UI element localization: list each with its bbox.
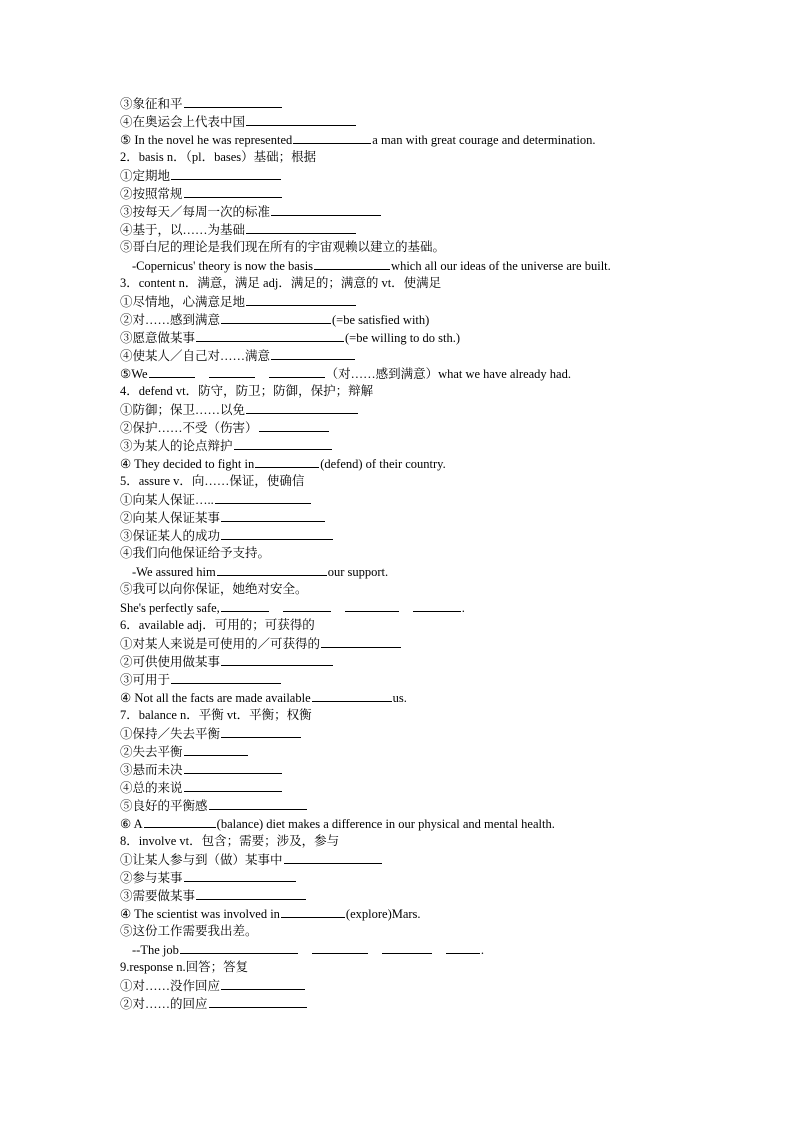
exercise-line: ②保护……不受（伤害） — [120, 418, 680, 436]
answer-blank[interactable] — [382, 940, 432, 954]
exercise-line: ②可供使用做某事 — [120, 652, 680, 670]
exercise-line: ①定期地 — [120, 166, 680, 184]
answer-blank[interactable] — [149, 364, 195, 378]
answer-blank[interactable] — [221, 508, 325, 522]
section-heading: 5．assure v．向……保证，使确信 — [120, 474, 305, 488]
answer-blank[interactable] — [234, 436, 332, 450]
exercise-line: ③为某人的论点辩护 — [120, 436, 680, 454]
answer-blank[interactable] — [221, 724, 301, 738]
exercise-line: ⑤ In the novel he was represented a man with great courage and determination. — [120, 130, 680, 148]
answer-blank[interactable] — [209, 364, 255, 378]
exercise-line: ④总的来说 — [120, 778, 680, 796]
exercise-line: ①向某人保证….. — [120, 490, 680, 508]
answer-blank[interactable] — [281, 904, 345, 918]
answer-blank[interactable] — [271, 202, 381, 216]
answer-blank[interactable] — [209, 796, 307, 810]
answer-blank[interactable] — [293, 130, 371, 144]
exercise-line: ①尽情地，心满意足地 — [120, 292, 680, 310]
answer-blank[interactable] — [184, 742, 248, 756]
exercise-line: ⑤良好的平衡感 — [120, 796, 680, 814]
answer-blank[interactable] — [246, 112, 356, 126]
exercise-line: ④ Not all the facts are made available us. — [120, 688, 680, 706]
answer-blank[interactable] — [221, 526, 333, 540]
exercise-line: ②向某人保证某事 — [120, 508, 680, 526]
section-heading: 3．content n．满意，满足 adj．满足的；满意的 vt．使满足 — [120, 276, 442, 290]
section-heading: 4．defend vt．防守，防卫；防御，保护；辩解 — [120, 384, 374, 398]
exercise-line: ⑤这份工作需要我出差。 — [120, 924, 258, 938]
answer-blank[interactable] — [413, 598, 461, 612]
exercise-line: ②按照常规 — [120, 184, 680, 202]
section-heading: 9.response n.回答；答复 — [120, 960, 249, 974]
answer-blank[interactable] — [321, 634, 401, 648]
answer-blank[interactable] — [217, 562, 327, 576]
exercise-line: ⑤我可以向你保证，她绝对安全。 — [120, 582, 308, 596]
exercise-line: ④在奥运会上代表中国 — [120, 112, 680, 130]
exercise-line: ③需要做某事 — [120, 886, 680, 904]
exercise-line: ④我们向他保证给予支持。 — [120, 546, 271, 560]
answer-blank[interactable] — [246, 292, 356, 306]
exercise-line: ④使某人／自己对……满意 — [120, 346, 680, 364]
worksheet-content — [120, 94, 680, 1012]
answer-blank[interactable] — [184, 184, 282, 198]
exercise-line: ③悬而未决 — [120, 760, 680, 778]
answer-blank[interactable] — [196, 886, 306, 900]
section-heading: 8．involve vt．包含；需要；涉及，参与 — [120, 834, 340, 848]
answer-blank[interactable] — [271, 346, 355, 360]
answer-blank[interactable] — [345, 598, 399, 612]
exercise-line: ②参与某事 — [120, 868, 680, 886]
exercise-line: ③愿意做某事 (=be willing to do sth.) — [120, 328, 680, 346]
exercise-line: ④ The scientist was involved in (explore)Mars. — [120, 904, 680, 922]
exercise-line: ⑥ A (balance) diet makes a difference in our physical and mental health. — [120, 814, 680, 832]
answer-blank[interactable] — [446, 940, 480, 954]
answer-blank[interactable] — [184, 778, 282, 792]
answer-blank[interactable] — [180, 940, 298, 954]
answer-blank[interactable] — [269, 364, 325, 378]
exercise-line: --The job . — [120, 940, 680, 958]
answer-blank[interactable] — [171, 166, 281, 180]
answer-blank[interactable] — [171, 670, 281, 684]
answer-blank[interactable] — [221, 310, 331, 324]
exercise-line: ①对某人来说是可使用的／可获得的 — [120, 634, 680, 652]
exercise-line: ②对……感到满意 (=be satisfied with) — [120, 310, 680, 328]
answer-blank[interactable] — [246, 220, 356, 234]
exercise-line: ③按每天／每周一次的标准 — [120, 202, 680, 220]
answer-blank[interactable] — [314, 256, 390, 270]
exercise-line: ②对……的回应 — [120, 994, 680, 1012]
exercise-line: ⑤哥白尼的理论是我们现在所有的宇宙观赖以建立的基础。 — [120, 240, 446, 254]
exercise-line: ①让某人参与到（做）某事中 — [120, 850, 680, 868]
answer-blank[interactable] — [209, 994, 307, 1008]
answer-blank[interactable] — [259, 418, 329, 432]
answer-blank[interactable] — [221, 976, 305, 990]
exercise-line: ①防御；保卫……以免 — [120, 400, 680, 418]
exercise-line: ③象征和平 — [120, 94, 680, 112]
section-heading: 6．available adj．可用的；可获得的 — [120, 618, 315, 632]
exercise-line: ④基于，以……为基础 — [120, 220, 680, 238]
exercise-line: She's perfectly safe, . — [120, 598, 680, 616]
section-heading: 2．basis n．（pl．bases）基础；根据 — [120, 150, 317, 164]
exercise-line: ②失去平衡 — [120, 742, 680, 760]
section-heading: 7．balance n．平衡 vt．平衡；权衡 — [120, 708, 312, 722]
exercise-line: ①对……没作回应 — [120, 976, 680, 994]
answer-blank[interactable] — [246, 400, 358, 414]
answer-blank[interactable] — [144, 814, 216, 828]
answer-blank[interactable] — [312, 688, 392, 702]
answer-blank[interactable] — [221, 598, 269, 612]
answer-blank[interactable] — [196, 328, 344, 342]
exercise-line: ⑤We （对……感到满意）what we have already had. — [120, 364, 680, 382]
answer-blank[interactable] — [215, 490, 311, 504]
answer-blank[interactable] — [255, 454, 319, 468]
exercise-line: ③保证某人的成功 — [120, 526, 680, 544]
answer-blank[interactable] — [184, 760, 282, 774]
answer-blank[interactable] — [184, 868, 296, 882]
exercise-line: ③可用于 — [120, 670, 680, 688]
exercise-line: ④ They decided to fight in (defend) of their country. — [120, 454, 680, 472]
exercise-line: -Copernicus' theory is now the basis which all our ideas of the universe are built. — [120, 256, 680, 274]
answer-blank[interactable] — [221, 652, 333, 666]
answer-blank[interactable] — [312, 940, 368, 954]
answer-blank[interactable] — [283, 598, 331, 612]
exercise-line: -We assured him our support. — [120, 562, 680, 580]
answer-blank[interactable] — [184, 94, 282, 108]
exercise-line: ①保持／失去平衡 — [120, 724, 680, 742]
answer-blank[interactable] — [284, 850, 382, 864]
